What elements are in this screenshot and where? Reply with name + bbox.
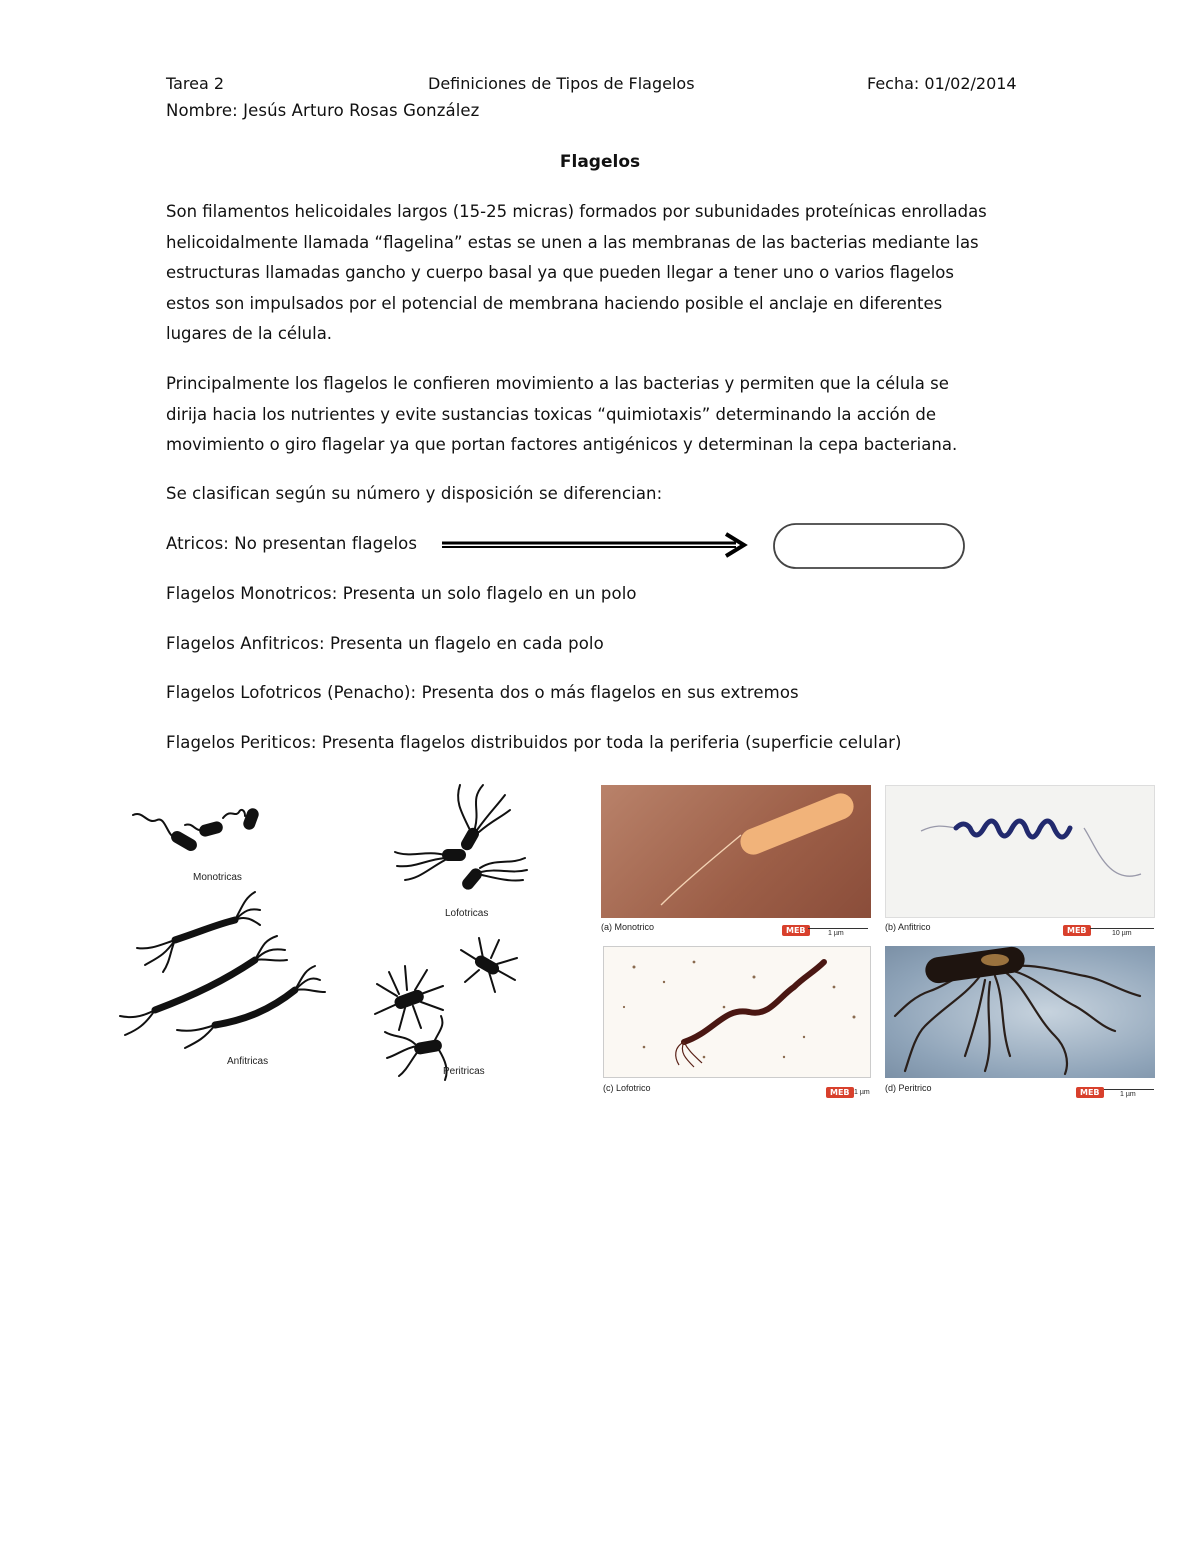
caption-b: (b) Anfitrico [885,922,931,932]
scale-bar [1104,1089,1154,1090]
type-atricos: Atricos: No presentan flagelos [166,534,418,553]
diagram-label-monotricas: Monotricas [193,872,242,883]
type-periticos: Flagelos Periticos: Presenta flagelos distribuidos por toda la periferia (superficie celular) [166,733,902,752]
paragraph-line: lugares de la célula. [166,324,333,343]
paragraph-definition [166,197,1046,350]
diagram-label-anfitricas: Anfitricas [227,1056,269,1067]
type-lofotricos: Flagelos Lofotricos (Penacho): Presenta dos o más flagelos en sus extremos [166,683,799,702]
diagram-label-lofotricas: Lofotricas [445,908,489,919]
diagram-label-peritricas: Peritricas [443,1066,485,1077]
paragraph-function [166,369,1046,461]
page-title: Flagelos [559,152,641,172]
type-monotricos: Flagelos Monotricos: Presenta un solo flagelo en un polo [166,584,637,603]
caption-c: (c) Lofotrico [603,1083,651,1093]
meb-badge: MEB [782,925,810,936]
header-center: Definiciones de Tipos de Flagelos [428,74,695,93]
paragraph-line: helicoidalmente llamada “flagelina” estas se unen a las membranas de las bacterias mediante las [166,232,979,252]
bacterium-cell-icon [770,520,970,572]
scale-b: 10 µm [1112,930,1132,937]
photo-anfitrico [885,785,1155,918]
scale-bar [1090,928,1154,929]
photo-peritrico [885,946,1155,1078]
header-date: Fecha: 01/02/2014 [867,74,1017,93]
photo-monotrico [601,785,871,918]
caption-a: (a) Monotrico [601,922,655,932]
paragraph-line: Principalmente los flagelos le confieren movimiento a las bacterias y permiten que la célula se [166,374,949,393]
paragraph-line: movimiento o giro flagelar ya que portan factores antigénicos y determinan la cepa bacteriana. [166,435,958,454]
meb-badge: MEB [1076,1087,1104,1098]
meb-badge: MEB [826,1087,854,1098]
paragraph-line: estos son impulsados por el potencial de membrana haciendo posible el anclaje en diferentes [166,293,943,313]
paragraph-line: Son filamentos helicoidales largos (15-25 micras) formados por subunidades proteínicas enrolladas [166,202,987,221]
scale-d: 1 µm [1120,1091,1136,1098]
paragraph-line: estructuras llamadas gancho y cuerpo basal ya que pueden llegar a tener uno o varios flagelos [166,263,954,282]
author-name: Nombre: Jesús Arturo Rosas González [166,101,480,120]
type-anfitricos: Flagelos Anfitricos: Presenta un flagelo en cada polo [166,634,604,653]
header-left: Tarea 2 [166,74,225,93]
flagella-diagram-illustration [115,780,555,1090]
caption-d: (d) Peritrico [885,1083,932,1093]
classification-intro: Se clasifican según su número y disposición se diferencian: [166,484,663,503]
meb-badge: MEB [1063,925,1091,936]
scale-bar [808,928,868,929]
scale-c: 1 µm [854,1089,870,1096]
arrow-icon [440,528,760,562]
paragraph-line: dirija hacia los nutrientes y evite sustancias toxicas “quimiotaxis” determinando la acción de [166,404,936,424]
photo-lofotrico [603,946,871,1078]
scale-a: 1 µm [828,930,844,937]
